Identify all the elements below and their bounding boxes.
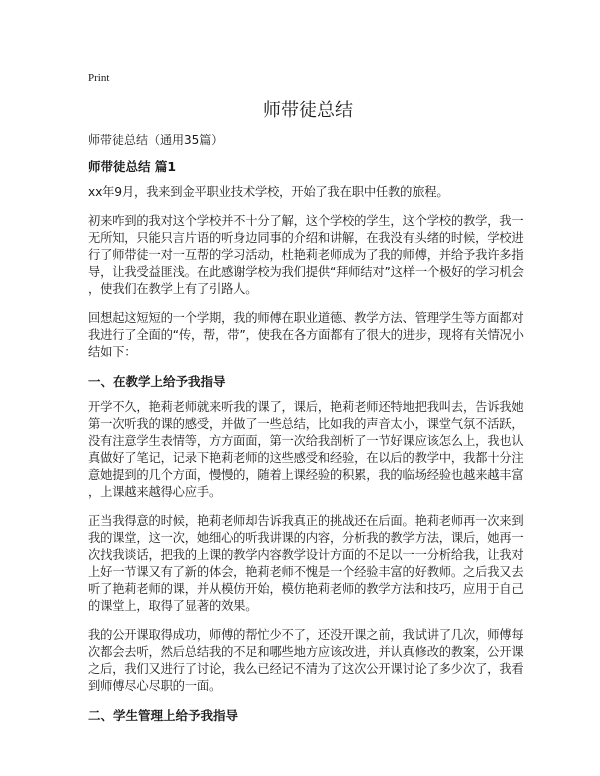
paragraph-line: 初来咋到的我对这个学校并不十分了解，这个学校的学生，这个学校的教学，我一 (88, 214, 524, 228)
paragraph (88, 213, 528, 298)
paragraph (88, 184, 528, 201)
paragraph (88, 513, 528, 615)
paragraph-line: 我进行了全面的“传，帮，带”，使我在各方面都有了很大的进步，现将有关情况小 (88, 328, 524, 342)
paragraph-line: 到师傅尽心尽职的一面。 (88, 679, 222, 693)
paragraph-line: 回想起这短短的一个学期，我的师傅在职业道德、教学方法、管理学生等方面都对 (88, 311, 524, 325)
paragraph-line: 之后，我们又进行了讨论，我么已经记不清为了这次公开课讨论了多少次了，我看 (88, 662, 524, 676)
paragraph-line: 第一次听我的课的感受，并做了一些总结，比如我的声音太小，课堂气氛不活跃， (88, 417, 524, 431)
paragraph-line: ，使我们在教学上有了引路人。 (88, 282, 258, 296)
paragraph-line: 行了师带徒一对一互帮的学习活动，杜艳莉老师成为了我的师傅，并给予我许多指 (88, 248, 524, 262)
paragraph-line: 我的公开课取得成功，师傅的帮忙少不了，还没开课之前，我试讲了几次，师傅每 (88, 628, 524, 642)
paragraph-line: 导，让我受益匪浅。在此感谢学校为我们提供“拜师结对”这样一个极好的学习机会 (88, 265, 524, 279)
document-subtitle: 师带徒总结（通用35篇） (88, 133, 224, 147)
section-heading: 师带徒总结 篇1 (88, 159, 177, 174)
paragraph-line: 次找我谈话，把我的上课的教学内容教学设计方面的不足以一一分析给我，让我对 (88, 548, 524, 562)
document-title: 师带徒总结 (263, 100, 353, 121)
paragraph (88, 399, 528, 501)
print-label: Print (88, 72, 110, 84)
paragraph-line: 结如下： (88, 345, 137, 359)
paragraph-line: 正当我得意的时候，艳莉老师却告诉我真正的挑战还在后面。艳莉老师再一次来到 (88, 514, 524, 528)
document-page (88, 70, 528, 733)
paragraph (88, 310, 528, 361)
heading-teaching-guidance: 一、在教学上给予我指导 (88, 374, 226, 389)
paragraph-line: 没有注意学生表情等，方方面面，第一次给我剖析了一节好课应该怎么上，我也认 (88, 434, 524, 448)
paragraph (88, 627, 528, 695)
paragraph-line: 意她提到的几个方面，慢慢的，随着上课经验的积累，我的临场经验也越来越丰富 (88, 468, 524, 482)
teaching-paragraphs (88, 399, 528, 695)
paragraph-line: xx年9月，我来到金平职业技术学校，开始了我在职中任教的旅程。 (88, 185, 449, 199)
paragraph-line: 的课堂上，取得了显著的效果。 (88, 599, 258, 613)
paragraph-line: 开学不久，艳莉老师就来听我的课了，课后，艳莉老师还特地把我叫去，告诉我她 (88, 400, 524, 414)
paragraph-line: 我的课堂，这一次，她细心的听我讲课的内容，分析我的教学方法，课后，她再一 (88, 531, 524, 545)
intro-paragraphs (88, 184, 528, 361)
paragraph-line: 真做好了笔记，记录下艳莉老师的这些感受和经验，在以后的教学中，我都十分注 (88, 451, 524, 465)
paragraph-line: 上好一节课又有了新的体会，艳莉老师不愧是一个经验丰富的好教师。之后我又去 (88, 565, 524, 579)
paragraph-line: 无所知，只能只言片语的听身边同事的介绍和讲解，在我没有头绪的时候，学校进 (88, 231, 524, 245)
heading-student-management: 二、学生管理上给予我指导 (88, 708, 239, 723)
paragraph-line: 次都会去听，然后总结我的不足和哪些地方应该改进，并认真修改的教案，公开课 (88, 645, 524, 659)
paragraph-line: ，上课越来越得心应手。 (88, 485, 222, 499)
paragraph-line: 听了艳莉老师的课，并从模仿开始，模仿艳莉老师的教学方法和技巧，应用于自己 (88, 582, 524, 596)
